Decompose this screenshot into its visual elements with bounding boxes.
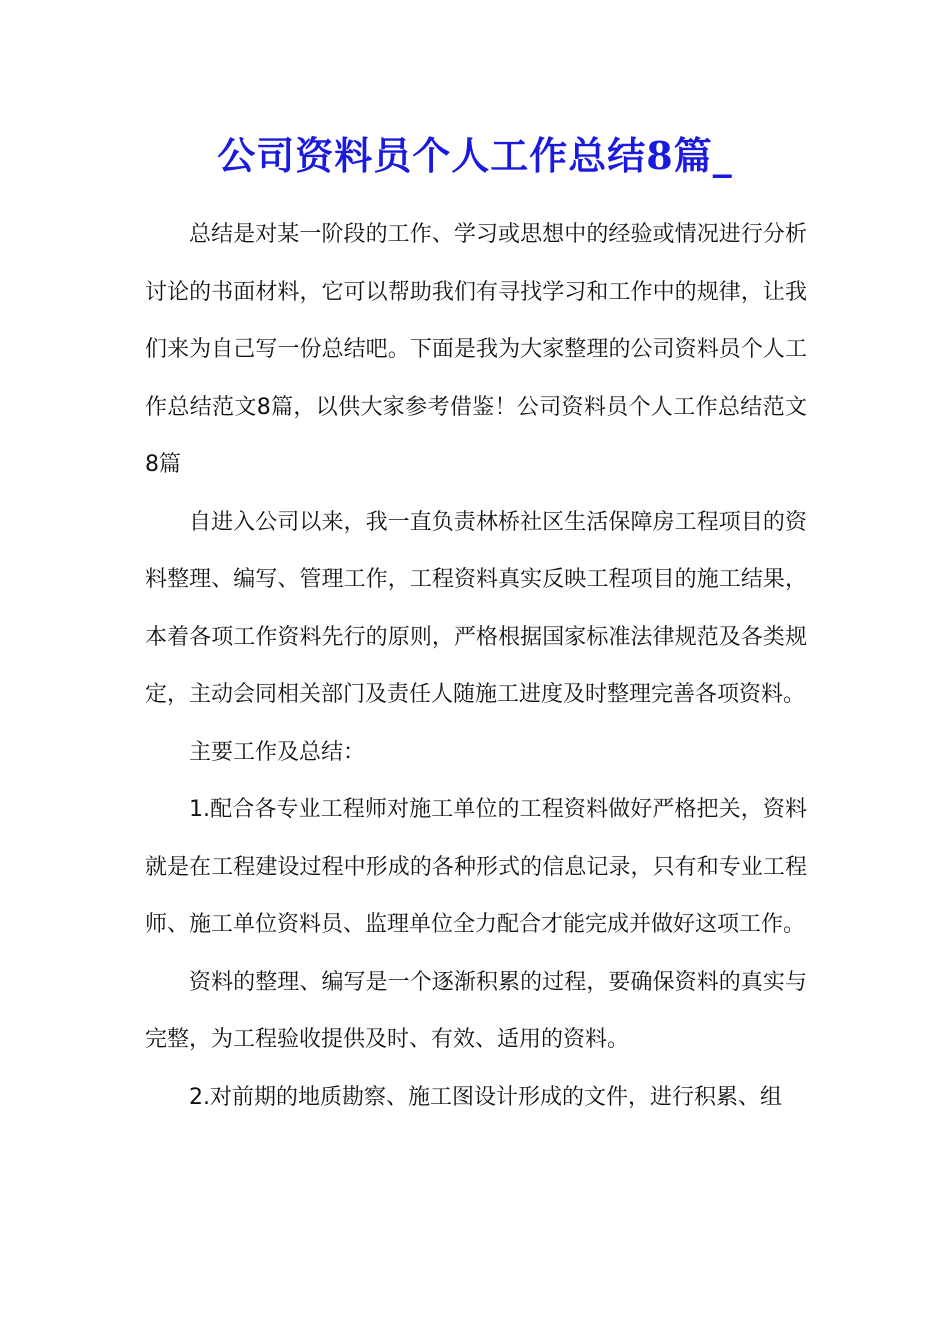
paragraph-intro: 总结是对某一阶段的工作、学习或思想中的经验或情况进行分析讨论的书面材料，它可以帮助我们有寻找学习和工作中的规律，让我们来为自己写一份总结吧。下面是我为大家整理的公司资料员个人工作总结范文8篇，以供大家参考借鉴！公司资料员个人工作总结范文8篇 — [145, 222, 807, 477]
document-title: 公司资料员个人工作总结8篇_ — [217, 133, 733, 178]
paragraph-item-1: 1.配合各专业工程师对施工单位的工程资料做好严格把关，资料就是在工程建设过程中形成的各种形式的信息记录，只有和专业工程师、施工单位资料员、监理单位全力配合才能完成并做好这项工作。 — [145, 797, 807, 937]
paragraph-accumulation: 资料的整理、编写是一个逐渐积累的过程，要确保资料的真实与完整，为工程验收提供及时、有效、适用的资料。 — [145, 969, 807, 1052]
paragraph-responsibility: 自进入公司以来，我一直负责林桥社区生活保障房工程项目的资料整理、编写、管理工作，工程资料真实反映工程项目的施工结果，本着各项工作资料先行的原则，严格根据国家标准法律规范及各类规定，主动会同相关部门及责任人随施工进度及时整理完善各项资料。 — [145, 509, 807, 707]
paragraph-main-work-heading: 主要工作及总结： — [189, 739, 366, 765]
document-body — [145, 206, 807, 1126]
paragraph-item-2: 2.对前期的地质勘察、施工图设计形成的文件，进行积累、组 — [189, 1084, 782, 1110]
